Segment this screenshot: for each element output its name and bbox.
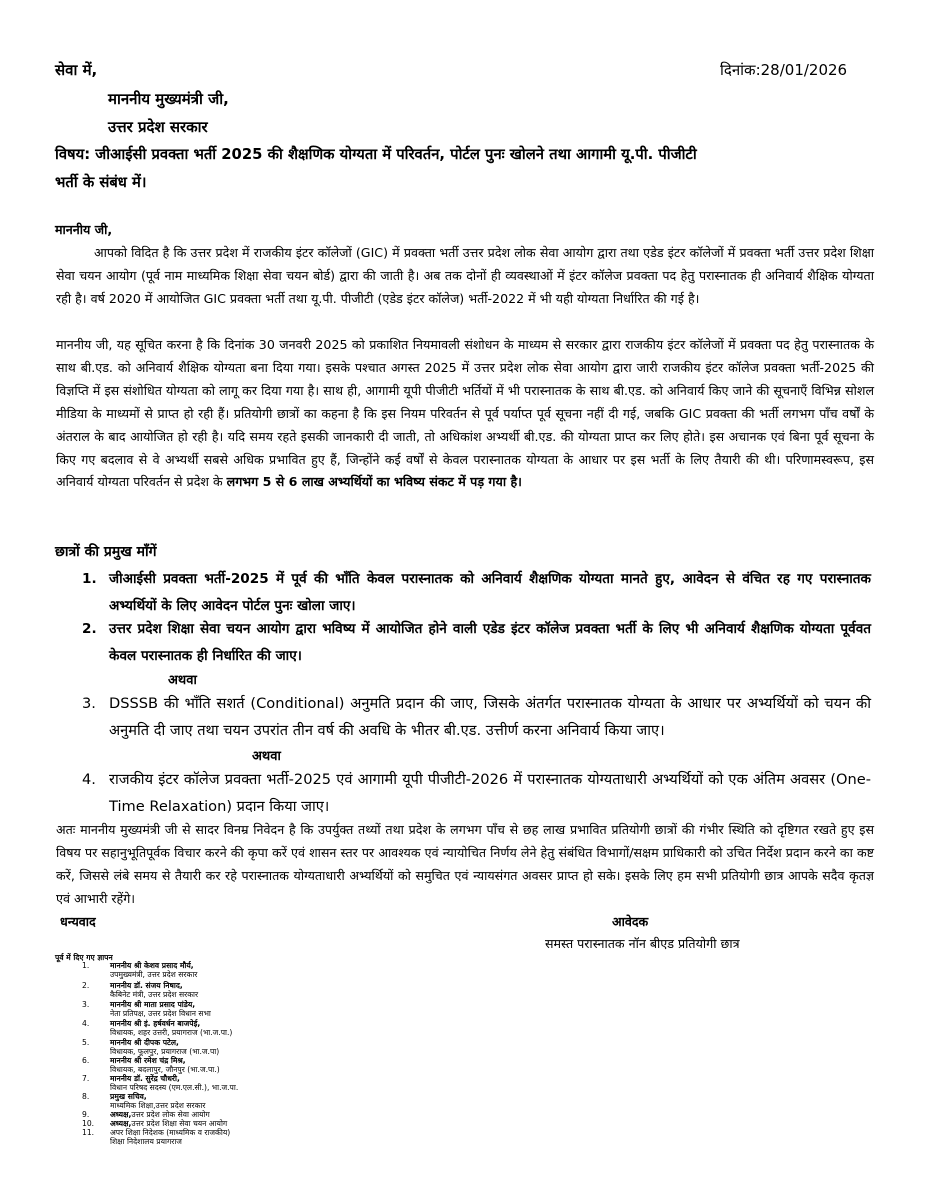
- cc-number: 4.: [82, 1019, 90, 1028]
- cc-number: 8.: [82, 1092, 90, 1101]
- demand-item: [56, 766, 874, 820]
- cc-heading: पूर्व में दिए गए ज्ञापन: [55, 953, 113, 962]
- addressee-government: उत्तर प्रदेश सरकार: [108, 118, 208, 136]
- cc-detail: उपमुख्यमंत्री, उत्तर प्रदेश सरकार: [110, 970, 198, 979]
- cc-detail: कैबिनेट मंत्री, उत्तर प्रदेश सरकार: [110, 990, 199, 999]
- demand-number: 1.: [82, 571, 97, 587]
- cc-number: 10.: [82, 1119, 95, 1128]
- demand-text: जीआईसी प्रवक्ता भर्ती-2025 में पूर्व की भाँति केवल परास्नातक को अनिवार्य शैक्षणिक योग्यता मानते हुए, आवेदन से वंचित रह गए परास्नातक अभ्यर्थियों के लिए आवेदन पोर्टल पुनः खोला जाए।: [109, 571, 871, 614]
- cc-detail: विधायक, शहर उत्तरी, प्रयागराज (भा.ज.पा.): [110, 1028, 233, 1037]
- demand-number: 2.: [82, 621, 97, 637]
- salutation-to: सेवा में,: [55, 61, 98, 79]
- closing-paragraph: अतः माननीय मुख्यमंत्री जी से सादर विनम्र निवेदन है कि उपर्युक्त तथ्यों तथा प्रदेश के लगभग पाँच से छह लाख प्रभावित प्रतियोगी छात्रों की गंभीर स्थिति को दृष्टिगत रखते हुए इस विषय पर सहानुभूतिपूर्वक विचार करने की कृपा करें एवं शासन स्तर पर आवश्यक एवं न्यायोचित निर्णय लेने हेतु संबंधित विभागों/सक्षम प्राधिकारी को उचित निर्देश प्रदान करने का कष्ट करें, जिससे लंबे समय से तैयारी कर रहे परास्नातक योग्यताधारी अभ्यर्थियों को समुचित एवं न्यायसंगत अवसर प्राप्त हो सके। इसके लिए हम सभी प्रतियोगी छात्र आपके सदैव कृतज्ञ एवं आभारी रहेंगे।: [56, 822, 874, 906]
- cc-name: माननीय डॉ. सुरेंद्र चौधरी,: [110, 1074, 180, 1083]
- cc-name: माननीय श्री माता प्रसाद पांडेय,: [110, 1000, 196, 1009]
- demand-text: DSSSB की भाँति सशर्त (Conditional) अनुमति प्रदान की जाए, जिसके अंतर्गत परास्नातक योग्यता के आधार पर अभ्यर्थियों को चयन की अनुमति दी जाए तथा चयन उपरांत तीन वर्ष की अवधि के भीतर बी.एड. उत्तीर्ण करना अनिवार्य किया जाए।: [109, 695, 871, 739]
- applicant-name: समस्त परास्नातक नॉन बीएड प्रतियोगी छात्र: [545, 936, 740, 951]
- applicant-label: आवेदक: [612, 914, 649, 929]
- cc-name: प्रमुख सचिव,: [110, 1092, 147, 1101]
- cc-detail: विधायक, फूलपुर, प्रयागराज (भा.ज.पा): [110, 1047, 220, 1056]
- cc-number: 3.: [82, 1000, 90, 1009]
- cc-detail: शिक्षा निदेशालय प्रयागराज: [110, 1137, 182, 1146]
- thanks-text: धन्यवाद: [60, 914, 96, 929]
- cc-name: अध्यक्ष,: [110, 1110, 132, 1119]
- cc-name: माननीय श्री केशव प्रसाद मौर्य,: [110, 961, 194, 970]
- paragraph-intro: आपको विदित है कि उत्तर प्रदेश में राजकीय इंटर कॉलेजों (GIC) में प्रवक्ता भर्ती उत्तर प्रदेश लोक सेवा आयोग द्वारा तथा एडेड इंटर कॉलेजों में प्रवक्ता भर्ती उत्तर प्रदेश शिक्षा सेवा चयन आयोग (पूर्व नाम माध्यमिक शिक्षा सेवा चयन बोर्ड) द्वारा की जाती है। अब तक दोनों ही व्यवस्थाओं में इंटर कॉलेज प्रवक्ता पद हेतु परास्नातक ही अनिवार्य शैक्षिक योग्यता रही है। वर्ष 2020 में आयोजित GIC प्रवक्ता भर्ती तथा यू.पी. पीजीटी (एडेड इंटर कॉलेज) भर्ती-2022 में भी यही योग्यता निर्धारित की गई है।: [56, 245, 874, 306]
- cc-detail: माध्यमिक शिक्षा,उत्तर प्रदेश सरकार: [110, 1101, 206, 1110]
- cc-name: अध्यक्ष,: [110, 1119, 132, 1128]
- cc-number: 7.: [82, 1074, 90, 1083]
- demand-item: [56, 566, 874, 620]
- demand-item: [56, 616, 874, 670]
- demand-number: 3.: [82, 695, 96, 712]
- paragraph-issue: [56, 334, 874, 494]
- cc-name: माननीय डॉ. संजय निषाद,: [110, 981, 183, 990]
- demand-item: [56, 690, 874, 744]
- cc-detail: नेता प्रतिपक्ष, उत्तर प्रदेश विधान सभा: [110, 1009, 211, 1018]
- affected-candidates-highlight: लगभग 5 से 6 लाख अभ्यर्थियों का भविष्य संकट में पड़ गया है।: [226, 474, 522, 490]
- paragraph-issue-text: माननीय जी, यह सूचित करना है कि दिनांक 30 जनवरी 2025 को प्रकाशित नियमावली संशोधन के माध्यम से सरकार द्वारा राजकीय इंटर कॉलेजों में प्रवक्ता पद हेतु परास्नातक के साथ बी.एड. को अनिवार्य शैक्षिक योग्यता बना दिया गया। इसके पश्चात अगस्त 2025 में उत्तर प्रदेश लोक सेवा आयोग द्वारा जारी राजकीय इंटर कॉलेज प्रवक्ता भर्ती-2025 की विज्ञप्ति में इस संशोधित योग्यता को लागू कर दिया गया है। साथ ही, आगामी यूपी पीजीटी भर्तियों में भी परास्नातक के साथ बी.एड. को अनिवार्य किए जाने की सूचनाएँ विभिन्न सोशल मीडिया के माध्यमों से प्राप्त हो रही हैं। प्रतियोगी छात्रों का कहना है कि इस नियम परिवर्तन से पूर्व पर्याप्त पूर्व सूचना नहीं दी गई, जबकि GIC प्रवक्ता की भर्ती लगभग पाँच वर्षों के अंतराल के बाद आयोजित हो रही है। यदि समय रहते इसकी जानकारी दी जाती, तो अधिकांश अभ्यर्थी बी.एड. की योग्यता प्राप्त कर लिए होते। इस अचानक एवं बिना पूर्व सूचना के किए गए बदलाव से वे अभ्यर्थी सबसे अधिक प्रभावित हुए हैं, जिन्होंने कई वर्षों से केवल परास्नातक योग्यता के आधार पर इस भर्ती के लिए तैयारी की थी। परिणामस्वरूप, इस अनिवार्य योग्यता परिवर्तन से प्रदेश के: [56, 337, 874, 490]
- cc-number: 2.: [82, 981, 90, 990]
- subject-line-1: विषय: जीआईसी प्रवक्ता भर्ती 2025 की शैक्षणिक योग्यता में परिवर्तन, पोर्टल पुनः खोलने तथा आगामी यू.पी. पीजीटी: [55, 146, 697, 163]
- cc-detail: विधान परिषद सदस्य (एम.एल.सी.), भा.ज.पा.: [110, 1083, 239, 1092]
- cc-number: 1.: [82, 961, 90, 970]
- cc-number: 5.: [82, 1038, 90, 1047]
- or-separator: अथवा: [168, 673, 197, 688]
- demand-text: राजकीय इंटर कॉलेज प्रवक्ता भर्ती-2025 एवं आगामी यूपी पीजीटी-2026 में परास्नातक योग्यताधारी अभ्यर्थियों को एक अंतिम अवसर (One-Time Relaxation) प्रदान किया जाए।: [109, 771, 871, 815]
- cc-detail: उत्तर प्रदेश लोक सेवा आयोग: [131, 1110, 210, 1119]
- cc-detail: अपर शिक्षा निदेशक (माध्यमिक व राजकीय): [110, 1128, 231, 1137]
- cc-number: 6.: [82, 1056, 90, 1065]
- or-separator: अथवा: [252, 749, 281, 764]
- subject-line-2: भर्ती के संबंध में।: [55, 174, 147, 191]
- addressee-title: माननीय मुख्यमंत्री जी,: [108, 90, 229, 108]
- demands-heading: छात्रों की प्रमुख माँगें: [55, 544, 157, 560]
- cc-detail: उत्तर प्रदेश शिक्षा सेवा चयन आयोग: [131, 1119, 228, 1128]
- cc-number: 9.: [82, 1110, 90, 1119]
- cc-detail: विधायक, बदलापुर, जौनपुर (भा.ज.पा.): [110, 1065, 220, 1074]
- letter-date: दिनांक:28/01/2026: [720, 61, 848, 79]
- cc-name: माननीय श्री रमेश चंद्र मिश्र,: [110, 1056, 186, 1065]
- demand-number: 4.: [82, 771, 96, 788]
- cc-name: माननीय श्री दीपक पटेल,: [110, 1038, 179, 1047]
- demand-text: उत्तर प्रदेश शिक्षा सेवा चयन आयोग द्वारा भविष्य में आयोजित होने वाली एडेड इंटर कॉलेज प्रवक्ता भर्ती के लिए भी अनिवार्य शैक्षणिक योग्यता पूर्ववत केवल परास्नातक ही निर्धारित की जाए।: [109, 621, 871, 664]
- cc-number: 11.: [82, 1128, 95, 1137]
- cc-name: माननीय श्री इं. हर्षवर्धन बाजपेई,: [110, 1019, 201, 1028]
- greeting: माननीय जी,: [55, 222, 113, 237]
